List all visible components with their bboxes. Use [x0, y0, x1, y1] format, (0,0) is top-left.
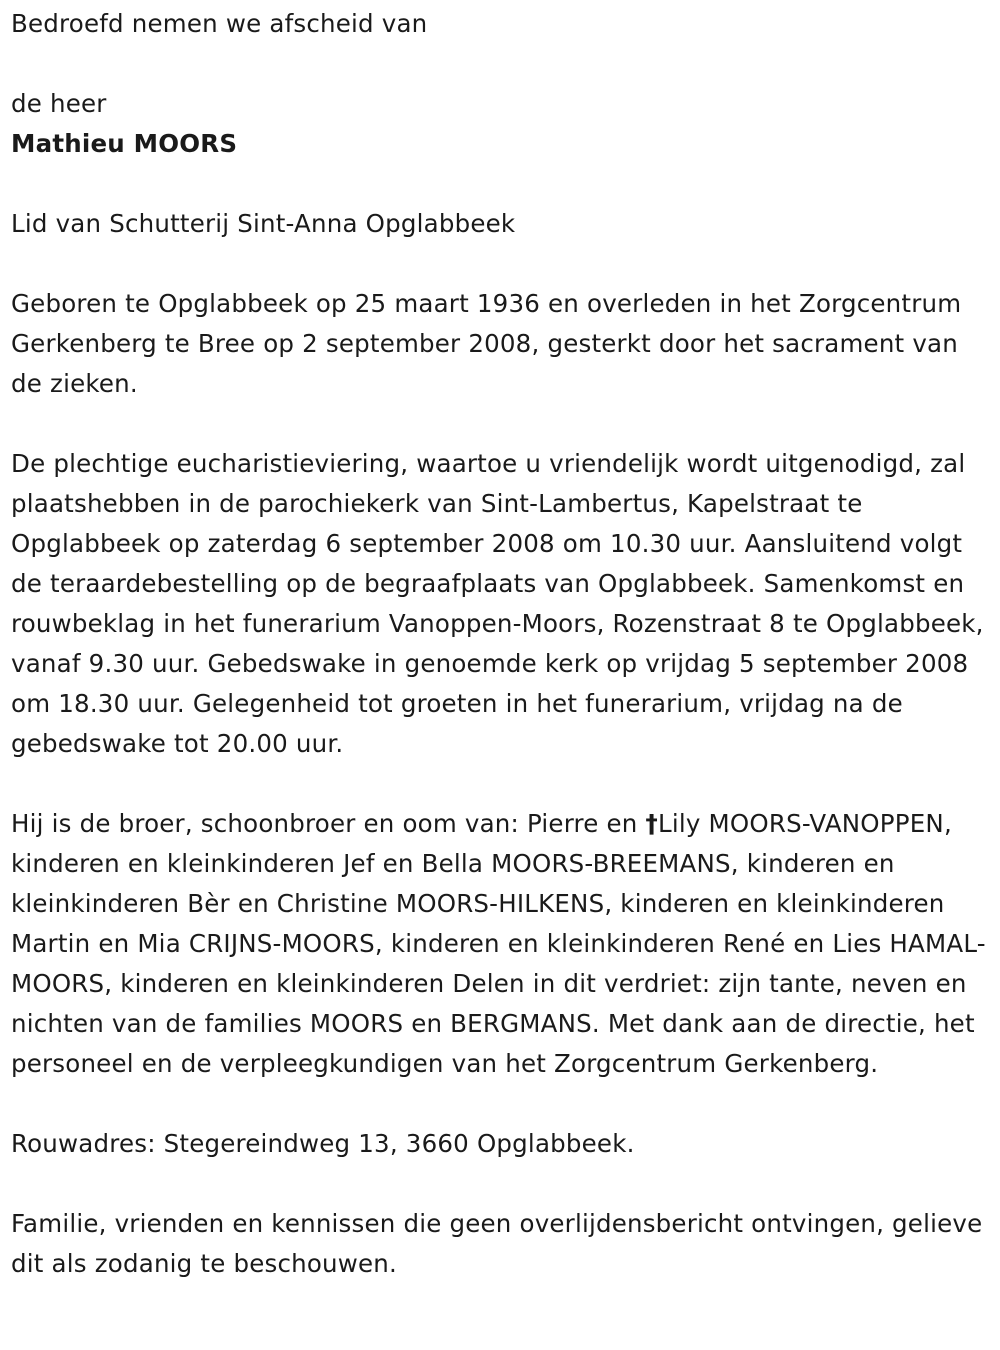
ceremony-paragraph: De plechtige eucharistieviering, waartoe u vriendelijk wordt uitgenodigd, zal plaatshebben in de parochiekerk van Sint-Lambertus, Kapelstraat te Opglabbeek op zaterdag 6 september 2008 om 10.30 uur. Aansluitend volgt de teraardebestelling op de begraafplaats van Opglabbeek. Samenkomst en rouwbeklag in het funerarium Vanoppen-Moors, Rozenstraat 8 te Opglabbeek, vanaf 9.30 uur. Gebedswake in genoemde kerk op vrijdag 5 september 2008 om 18.30 uur. Gelegenheid tot groeten in het funerarium, vrijdag na de gebedswake tot 20.00 uur. [11, 449, 984, 758]
family-text-start: Hij is de broer, schoonbroer en oom van: Pierre en [11, 809, 646, 838]
cross-icon: † [645, 809, 658, 838]
salutation: de heer [11, 89, 107, 118]
membership-line: Lid van Schutterij Sint-Anna Opglabbeek [11, 209, 516, 238]
deceased-name: Mathieu MOORS [11, 129, 238, 158]
closing-paragraph: Familie, vrienden en kennissen die geen overlijdensbericht ontvingen, gelieve dit als zodanig te beschouwen. [11, 1209, 983, 1278]
intro-line: Bedroefd nemen we afscheid van [11, 9, 428, 38]
family-paragraph [11, 804, 990, 1084]
family-text-rest: Lily MOORS-VANOPPEN, kinderen en kleinkinderen Jef en Bella MOORS-BREEMANS, kinderen en kleinkinderen Bèr en Christine MOORS-HILKENS, kinderen en kleinkinderen Martin en Mia CRIJNS-MOORS, kinderen en kleinkinderen René en Lies HAMAL-MOORS, kinderen en kleinkinderen Delen in dit verdriet: zijn tante, neven en nichten van de families MOORS en BERGMANS. Met dank aan de directie, het personeel en de verpleegkundigen van het Zorgcentrum Gerkenberg. [11, 809, 986, 1078]
birth-death-paragraph: Geboren te Opglabbeek op 25 maart 1936 en overleden in het Zorgcentrum Gerkenberg te Bree op 2 september 2008, gesterkt door het sacrament van de zieken. [11, 289, 962, 398]
mourning-address: Rouwadres: Stegereindweg 13, 3660 Opglabbeek. [11, 1129, 635, 1158]
